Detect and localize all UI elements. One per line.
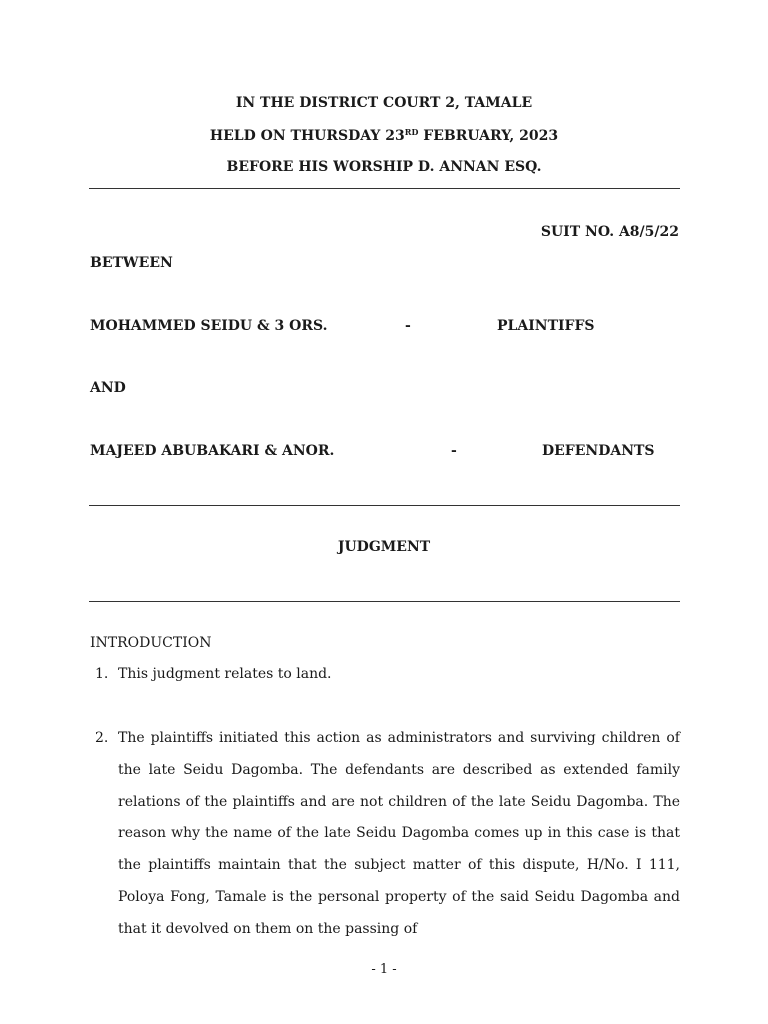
defendant-dash: - (451, 443, 457, 459)
plaintiff-role: PLAINTIFFS (497, 318, 595, 334)
judgment-title: JUDGMENT (337, 539, 431, 555)
and-label: AND (90, 380, 126, 396)
court-heading: IN THE DISTRICT COURT 2, TAMALE (235, 95, 533, 111)
hearing-date-prefix: HELD ON THURSDAY 23 (209, 128, 405, 144)
defendant-name: MAJEED ABUBAKARI & ANOR. (90, 443, 335, 459)
hearing-date-suffix: FEBRUARY, 2023 (418, 128, 559, 144)
plaintiff-name: MOHAMMED SEIDU & 3 ORS. (90, 318, 328, 334)
item-2-number: 2. (95, 730, 109, 746)
header-divider (89, 188, 680, 189)
item-1-text: This judgment relates to land. (118, 666, 332, 682)
introduction-heading: INTRODUCTION (90, 635, 212, 651)
item-1-number: 1. (95, 666, 109, 682)
parties-divider (89, 505, 680, 506)
title-divider (89, 601, 680, 602)
hearing-date (0, 127, 768, 144)
defendant-role: DEFENDANTS (542, 443, 655, 459)
suit-number: SUIT NO. A8/5/22 (540, 224, 679, 240)
item-2-text: The plaintiffs initiated this action as administrators and surviving children of the late Seidu Dagomba. The defendants are described as extended family relations of the plaintiffs and are not children of the late Seidu Dagomba. The reason why the name of the late Seidu Dagomba comes up in this case is that the plaintiffs maintain that the subject matter of this dispute, H/No. I 111, Poloya Fong, Tamale is the personal property of the said Seidu Dagomba and that it devolved on them on the passing of (118, 730, 680, 937)
between-label: BETWEEN (90, 255, 173, 271)
presiding-judge: BEFORE HIS WORSHIP D. ANNAN ESQ. (226, 159, 542, 175)
plaintiff-dash: - (405, 318, 411, 334)
page-number: - 1 - (371, 962, 397, 977)
hearing-date-ordinal: RD (404, 127, 419, 137)
